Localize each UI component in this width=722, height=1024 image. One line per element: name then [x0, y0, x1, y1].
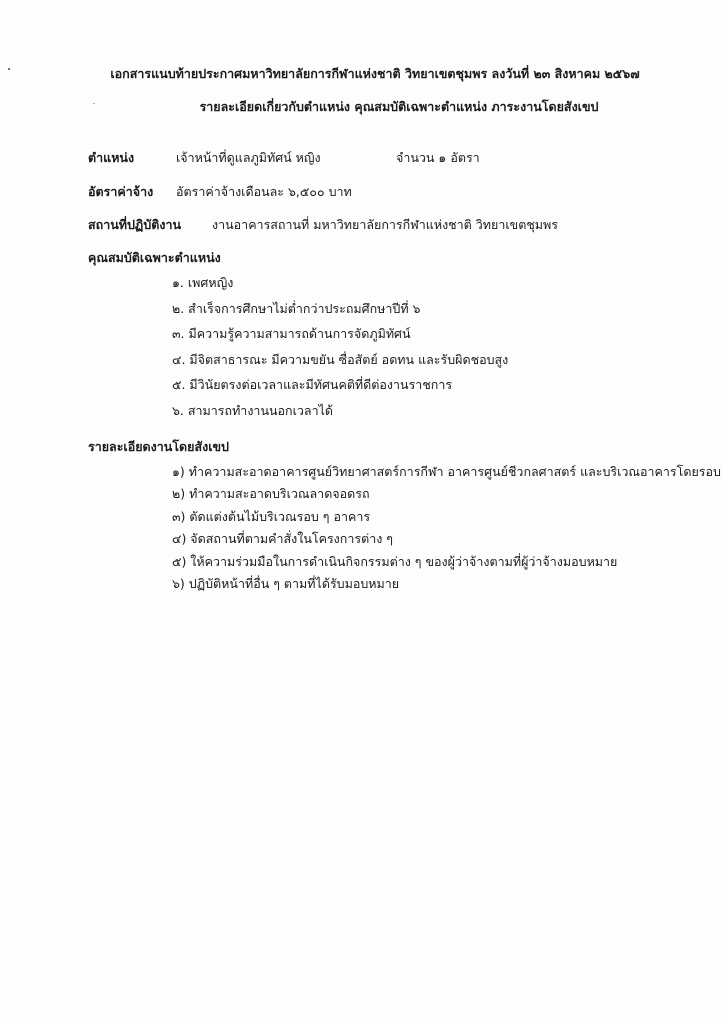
duty-item: ๑) ทำความสะอาดอาคารศูนย์วิทยาศาสตร์การกีฬา อาคารศูนย์ชีวกลศาสตร์ และบริเวณอาคารโดยรอบ: [172, 464, 721, 479]
qualifications-list: [172, 273, 508, 427]
duty-item: ๒) ทำความสะอาดบริเวณลาดจอดรถ: [172, 486, 370, 502]
qualification-item: ๕. มีวินัยตรงต่อเวลาและมีทัศนคติที่ดีต่องานราชการ: [172, 377, 453, 393]
workplace-value: งานอาคารสถานที่ มหาวิทยาลัยการกีฬาแห่งชาติ วิทยาเขตชุมพร: [212, 217, 558, 232]
qualifications-heading: คุณสมบัติเฉพาะตำแหน่ง: [88, 250, 221, 265]
qualification-item: ๖. สามารถทำงานนอกเวลาได้: [172, 402, 333, 418]
wage-value: อัตราค่าจ้างเดือนละ ๖,๕๐๐ บาท: [176, 184, 352, 199]
duties-heading: รายละเอียดงานโดยสังเขป: [88, 439, 229, 454]
document-subtitle: รายละเอียดเกี่ยวกับตำแหน่ง คุณสมบัติเฉพาะตำแหน่ง ภาระงานโดยสังเขป: [199, 99, 599, 114]
duties-list: [172, 463, 721, 597]
qualification-item: ๔. มีจิตสาธารณะ มีความขยัน ซื่อสัตย์ อดทน และรับผิดชอบสูง: [172, 351, 509, 367]
scan-speck: [8, 68, 10, 70]
duty-item: ๔) จัดสถานที่ตามคำสั่งในโครงการต่าง ๆ: [172, 531, 394, 547]
qualification-item: ๑. เพศหญิง: [172, 275, 234, 290]
position-count: จำนวน ๑ อัตรา: [396, 150, 480, 165]
duty-item: ๖) ปฏิบัติหน้าที่อื่น ๆ ตามที่ได้รับมอบหมาย: [172, 575, 400, 591]
duty-item: ๕) ให้ความร่วมมือในการดำเนินกิจกรรมต่าง ๆ ของผู้ว่าจ้างตามที่ผู้ว่าจ้างมอบหมาย: [172, 553, 618, 569]
document-title: เอกสารแนบท้ายประกาศมหาวิทยาลัยการกีฬาแห่งชาติ วิทยาเขตชุมพร ลงวันที่ ๒๓ สิงหาคม ๒๕๖๗: [110, 66, 640, 81]
workplace-label: สถานที่ปฏิบัติงาน: [88, 217, 182, 232]
position-label: ตำแหน่ง: [88, 150, 135, 165]
qualification-item: ๒. สำเร็จการศึกษาไม่ต่ำกว่าประถมศึกษาปีที่ ๖: [172, 300, 421, 316]
position-value: เจ้าหน้าที่ดูแลภูมิทัศน์ หญิง: [176, 150, 321, 165]
duty-item: ๓) ตัดแต่งต้นไม้บริเวณรอบ ๆ อาคาร: [172, 508, 371, 524]
qualification-item: ๓. มีความรู้ความสามารถด้านการจัดภูมิทัศน์: [172, 326, 411, 342]
wage-label: อัตราค่าจ้าง: [88, 184, 154, 199]
